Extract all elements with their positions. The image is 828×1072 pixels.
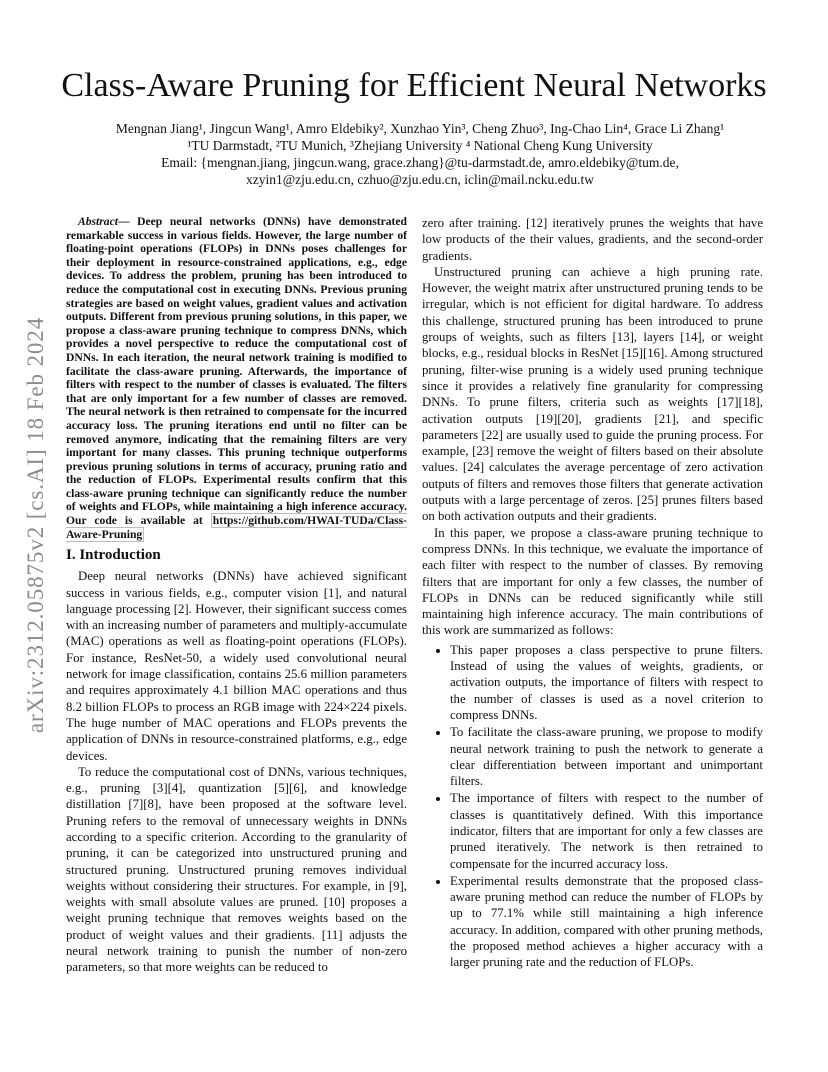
left-column [66,215,407,976]
contribution-item: • Experimental results demonstrate that the proposed class-aware pruning method can reduce the number of FLOPs by up to 77.1% while still maintaining a high inference accuracy. In addition, compared with other pruning methods, the proposed method achieves a higher accuracy with a larger pruning rate and the reduction of FLOPs. [450,873,763,971]
author-emails-1: Email: {mengnan.jiang, jingcun.wang, grace.zhang}@tu-darmstadt.de, amro.eldebiky@tum.de, [161,155,679,170]
right-column [422,215,763,972]
abstract-body: Deep neural networks (DNNs) have demonstrated remarkable success in various fields. However, the large number of floating-point operations (FLOPs) in DNNs poses challenges for their deployment in resource-constrained applications, e.g., edge devices. To address the problem, pruning has been introduced to reduce the computational cost in executing DNNs. Previous pruning strategies are based on weight values, gradient values and activation outputs. Different from previous pruning solutions, in this paper, we propose a class-aware pruning technique to compress DNNs, which provides a novel perspective to reduce the computational cost of DNNs. In each iteration, the neural network training is modified to facilitate the class-aware pruning. Afterwards, the importance of filters with respect to the number of classes is evaluated. The filters that are only important for a few number of classes are removed. The neural network is then retrained to compensate for the incurred accuracy loss. The pruning iterations end until no filter can be removed anymore, indicating that the remaining filters are very important for many classes. This pruning technique outperforms previous pruning solutions in terms of accuracy, pruning ratio and the reduction of FLOPs. Experimental results confirm that this class-aware pruning technique can significantly reduce the number of weights and FLOPs, while maintaining a high inference accuracy. Our code is available at [66,215,407,528]
right-paragraph-0: zero after training. [12] iteratively prunes the weights that have low products of the their values, gradients, and the second-order gradients. [422,216,763,263]
code-repository-link[interactable]: https://github.com/HWAI-TUDa/Class-Aware-Pruning [66,514,407,541]
paper-title: Class-Aware Pruning for Efficient Neural Networks [61,67,767,104]
intro-paragraph-1: Deep neural networks (DNNs) have achieved significant success in various fields, e.g., computer vision [1], and natural language processing [2]. However, their significant success comes with an increasing number of parameters and multiply-accumulate (MAC) operations as well as floating-point operations (FLOPs). For instance, ResNet-50, a widely used convolutional neural network for image classification, contains 25.6 million parameters and requires approximately 4.1 billion MAC operations and thus 8.2 billion FLOPs to process an RGB image with 224×224 pixels. The huge number of MAC operations and FLOPs prevents the application of DNNs in resource-constrained platforms, e.g., edge devices. [66,569,407,763]
author-block [60,120,780,188]
author-emails-2: xzyin1@zju.edu.cn, czhuo@zju.edu.cn, iclin@mail.ncku.edu.tw [245,172,595,187]
intro-paragraph-2: To reduce the computational cost of DNNs, various techniques, e.g., pruning [3][4], quantization [5][6], and knowledge distillation [7][8], have been proposed at the software level. Pruning refers to the removal of unnecessary weights in DNNs according to a specific criterion. According to the granularity of pruning, it can be categorized into unstructured pruning and structured pruning. Unstructured pruning removes individual weights without considering their structures. For example, in [9], weights with small absolute values are pruned. [10] proposes a weight pruning technique that removes weights based on the product of weight values and their gradients. [11] adjusts the neural network training to punish the number of non-zero parameters, so that more weights can be reduced to [66,764,407,975]
author-affiliations: ¹TU Darmstadt, ²TU Munich, ³Zhejiang University ⁴ National Cheng Kung University [187,138,653,153]
contribution-item: • The importance of filters with respect to the number of classes is quantitatively defined. With this importance indicator, filters that are important for only a few classes are pruned iteratively. The network is then retrained to compensate for the incurred accuracy loss. [450,790,763,871]
arxiv-identifier [14,295,58,755]
right-paragraph-1: Unstructured pruning can achieve a high pruning rate. However, the weight matrix after unstructured pruning tends to be irregular, which is not efficient for digital hardware. To address this challenge, structured pruning has been introduced to prune groups of weights, such as filters [13], layers [14], or weight blocks, e.g., residual blocks in ResNet [15][16]. Among structured pruning, filter-wise pruning is a widely used pruning technique since it provides a relatively fine granularity for compressing DNNs. To prune filters, criteria such as weights [17][18], activation outputs [19][20], gradients [21], and specific parameters [22] are usually used to guide the pruning process. For example, [23] remove the weight of filters based on their absolute values. [24] calculates the average percentage of zero activation outputs of filters and removes those filters that generate activation outputs with a large percentage of zeros. [25] prunes filters based on both activation outputs and their gradients. [422,264,763,524]
author-names: Mengnan Jiang¹, Jingcun Wang¹, Amro Eldebiky², Xunzhao Yin³, Cheng Zhuo³, Ing-Chao Lin⁴, Grace Li Zhang¹ [115,121,725,136]
contributions-list [422,642,763,971]
abstract [66,215,407,541]
contribution-item: • To facilitate the class-aware pruning, we propose to modify neural network training to push the network to generate a clear differentiation between important and unimportant filters. [450,724,763,789]
right-paragraph-2: In this paper, we propose a class-aware pruning technique to compress DNNs. In this technique, we evaluate the importance of each filter with respect to the number of classes. By removing filters that are important for only a few classes, the number of FLOPs in DNNs can be reduced significantly while still maintaining high inference accuracy. The main contributions of this work are summarized as follows: [422,525,763,638]
contribution-item: • This paper proposes a class perspective to prune filters. Instead of using the values of weights, gradients, or activation outputs, the importance of filters with respect to the number of classes is used as a novel criterion to compress DNNs. [450,642,763,723]
abstract-lead: Abstract— [78,215,130,228]
section-heading-introduction: I. Introduction [66,547,161,564]
arxiv-identifier-text: arXiv:2312.05875v2 [cs.AI] 18 Feb 2024 [23,316,48,734]
